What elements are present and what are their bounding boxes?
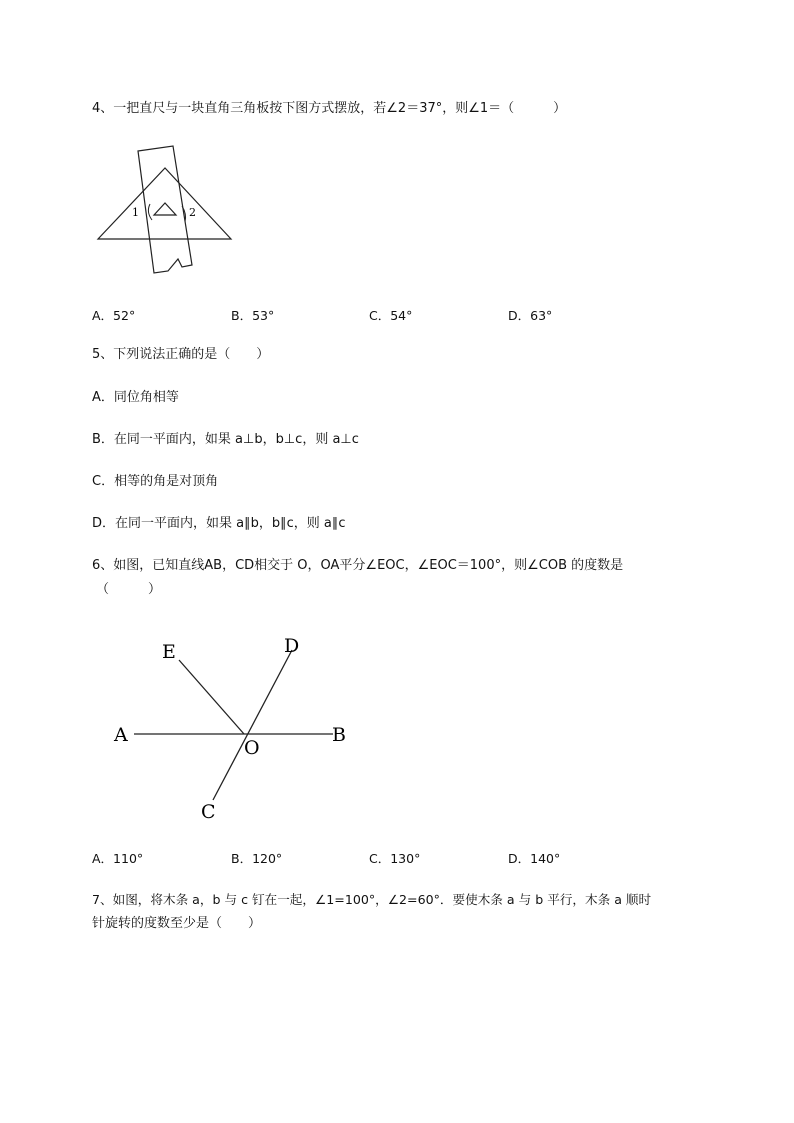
q6-label-c: C (201, 801, 216, 823)
q6-label-e: E (162, 641, 176, 663)
q5-option-b[interactable]: B．在同一平面内，如果 a⊥b，b⊥c，则 a⊥c (92, 432, 359, 447)
q6-option-c[interactable]: C．130° (369, 851, 421, 866)
q4-stem: 4、一把直尺与一块直角三角板按下图方式摆放，若∠2＝37°，则∠1＝（ ） (92, 101, 567, 116)
q6-label-a: A (114, 724, 128, 746)
q4-figure-ruler-triangle (90, 138, 240, 278)
q4-option-c[interactable]: C．54° (369, 308, 413, 323)
q6-stem-continued: （ ） (96, 582, 162, 597)
q6-option-d[interactable]: D．140° (508, 851, 561, 866)
q4-option-b[interactable]: B．53° (231, 308, 275, 323)
q5-option-a[interactable]: A．同位角相等 (92, 390, 179, 405)
q4-option-d[interactable]: D．63° (508, 308, 553, 323)
q6-label-b: B (332, 724, 346, 746)
q6-ray-oe (179, 660, 244, 734)
q6-label-o: O (244, 737, 260, 759)
q6-line-cd (213, 650, 292, 800)
q4-angle2-label: 2 (189, 206, 196, 219)
q7-stem-line1: 7、如图，将木条 a，b 与 c 钉在一起，∠1=100°，∠2=60°．要使木条 a 与 b 平行，木条 a 顺时 (92, 892, 652, 907)
q4-angle1-label: 1 (132, 206, 139, 219)
q6-option-a[interactable]: A．110° (92, 851, 144, 866)
q6-label-d: D (284, 635, 300, 657)
q6-stem: 6、如图，已知直线AB，CD相交于 O，OA平分∠EOC，∠EOC＝100°，则∠COB 的度数是 (92, 558, 624, 573)
q6-figure-intersecting-lines (110, 630, 360, 825)
q5-stem: 5、下列说法正确的是（ ） (92, 347, 270, 362)
q5-option-c[interactable]: C．相等的角是对顶角 (92, 474, 219, 489)
q6-option-b[interactable]: B．120° (231, 851, 283, 866)
q5-option-d[interactable]: D．在同一平面内，如果 a∥b，b∥c，则 a∥c (92, 516, 346, 531)
q4-option-a[interactable]: A．52° (92, 308, 136, 323)
q7-stem-line2: 针旋转的度数至少是（ ） (92, 916, 262, 931)
